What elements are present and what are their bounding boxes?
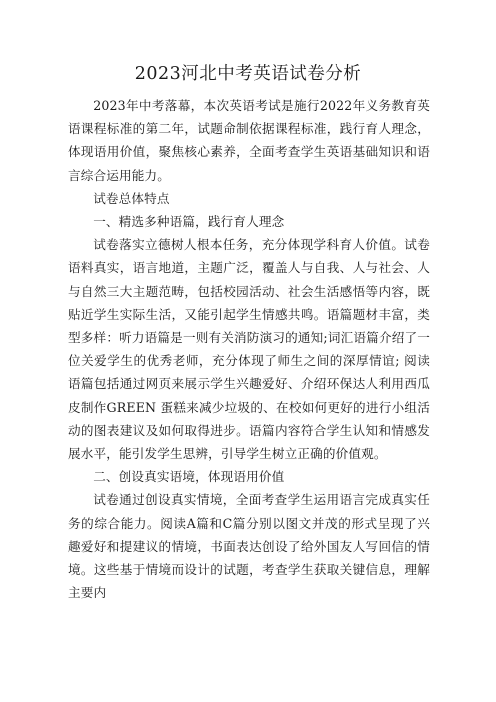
section-heading-2: 二、创设真实语境，体现语用价值 (93, 469, 285, 485)
document-body (68, 94, 430, 604)
section-heading-1: 一、精选多种语篇，践行育人理念 (93, 214, 285, 230)
paragraph-intro: 2023年中考落幕，本次英语考试是施行2022年义务教育英语课程标准的第二年，试题命制依据课程标准，践行育人理念，体现语用价值，聚焦核心素养，全面考查学生英语基础知识和语言综合运用能力。 (68, 98, 430, 183)
section-heading-overview: 试卷总体特点 (93, 190, 170, 206)
paragraph-section-2: 试卷通过创设真实情境，全面考查学生运用语言完成真实任务的综合能力。阅读A篇和C篇分别以图文并茂的形式呈现了兴趣爱好和提建议的情境，书面表达创设了给外国友人写回信的情境。这些基于情境而设计的试题，考查学生获取关键信息，理解主要内 (68, 492, 430, 601)
document-title: 2023河北中考英语试卷分析 (134, 64, 362, 84)
paragraph-section-1: 试卷落实立德树人根本任务，充分体现学科育人价值。试卷语料真实，语言地道，主题广泛，覆盖人与自我、人与社会、人与自然三大主题范畴，包括校园活动、社会生活感悟等内容，既贴近学生实际生活，又能引起学生情感共鸣。语篇题材丰富，类型多样：听力语篇是一则有关消防演习的通知;词汇语篇介绍了一位关爱学生的优秀老师，充分体现了师生之间的深厚情谊; 阅读语篇包括通过网页来展示学生兴趣爱好、介绍环保达人利用西瓜皮制作GREEN 蛋糕来减少垃圾的、在校如何更好的进行小组活动的图表建议及如何取得进步。语篇内容符合学生认知和情感发展水平，能引发学生思辨，引导学生树立正确的价值观。 (68, 237, 430, 462)
